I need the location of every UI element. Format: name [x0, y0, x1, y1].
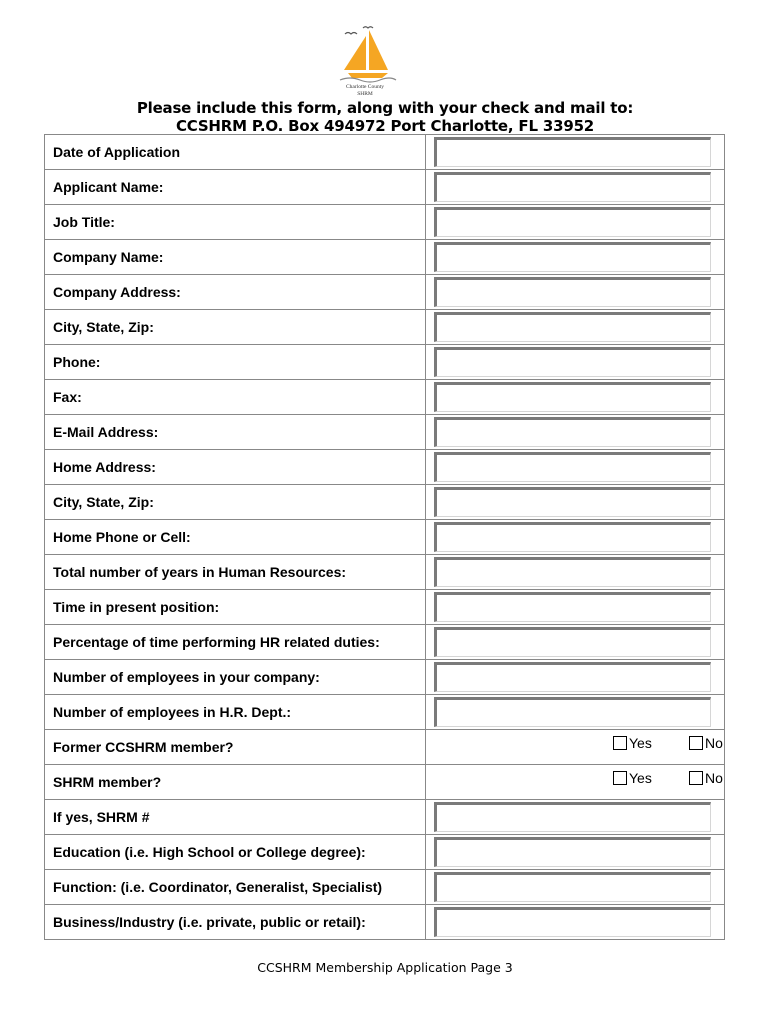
field-cell — [426, 135, 725, 170]
form-row — [45, 905, 725, 940]
field-label: Applicant Name: — [45, 170, 426, 205]
text-input-field[interactable] — [434, 242, 711, 272]
form-row — [45, 415, 725, 450]
field-cell — [426, 345, 725, 380]
text-input-field[interactable] — [434, 417, 711, 447]
application-form — [44, 134, 725, 940]
text-input-field[interactable] — [434, 312, 711, 342]
yes-option-label: Yes — [629, 735, 652, 751]
text-input-field[interactable] — [434, 697, 711, 727]
form-row — [45, 520, 725, 555]
form-row — [45, 695, 725, 730]
field-cell — [426, 870, 725, 905]
field-label: Phone: — [45, 345, 426, 380]
field-label: Company Address: — [45, 275, 426, 310]
form-row — [45, 660, 725, 695]
text-input-field[interactable] — [434, 347, 711, 377]
yes-option[interactable] — [613, 770, 652, 786]
no-checkbox[interactable] — [689, 736, 703, 750]
text-input-field[interactable] — [434, 627, 711, 657]
field-label: Job Title: — [45, 205, 426, 240]
field-cell — [426, 415, 725, 450]
mail-instructions-heading: Please include this form, along with your check and mail to: — [136, 99, 634, 117]
field-label: Time in present position: — [45, 590, 426, 625]
form-row — [45, 835, 725, 870]
text-input-field[interactable] — [434, 872, 711, 902]
field-label: Percentage of time performing HR related duties: — [45, 625, 426, 660]
field-cell — [426, 590, 725, 625]
field-cell — [426, 485, 725, 520]
text-input-field[interactable] — [434, 207, 711, 237]
text-input-field[interactable] — [434, 277, 711, 307]
form-row — [45, 765, 725, 800]
field-label: Company Name: — [45, 240, 426, 275]
form-row — [45, 730, 725, 765]
field-label: E-Mail Address: — [45, 415, 426, 450]
form-row — [45, 625, 725, 660]
field-label: Business/Industry (i.e. private, public or retail): — [45, 905, 426, 940]
form-row — [45, 170, 725, 205]
text-input-field[interactable] — [434, 487, 711, 517]
form-row — [45, 275, 725, 310]
field-label: Former CCSHRM member? — [45, 730, 426, 765]
field-label: City, State, Zip: — [45, 310, 426, 345]
form-row — [45, 135, 725, 170]
text-input-field[interactable] — [434, 452, 711, 482]
no-option[interactable] — [689, 735, 723, 751]
field-cell — [426, 765, 725, 800]
field-label: Total number of years in Human Resources: — [45, 555, 426, 590]
field-cell — [426, 800, 725, 835]
field-label: Fax: — [45, 380, 426, 415]
form-row — [45, 450, 725, 485]
yes-option-label: Yes — [629, 770, 652, 786]
field-cell — [426, 835, 725, 870]
field-cell — [426, 170, 725, 205]
field-label: Function: (i.e. Coordinator, Generalist, Specialist) — [45, 870, 426, 905]
field-cell — [426, 240, 725, 275]
field-label: If yes, SHRM # — [45, 800, 426, 835]
field-label: SHRM member? — [45, 765, 426, 800]
field-cell — [426, 625, 725, 660]
text-input-field[interactable] — [434, 837, 711, 867]
form-row — [45, 555, 725, 590]
text-input-field[interactable] — [434, 907, 711, 937]
field-cell — [426, 310, 725, 345]
form-row — [45, 345, 725, 380]
field-cell — [426, 520, 725, 555]
form-row — [45, 870, 725, 905]
page-footer: CCSHRM Membership Application Page 3 — [257, 960, 513, 975]
form-row — [45, 590, 725, 625]
field-cell — [426, 905, 725, 940]
text-input-field[interactable] — [434, 802, 711, 832]
form-row — [45, 380, 725, 415]
field-cell — [426, 450, 725, 485]
field-cell — [426, 695, 725, 730]
mail-address-heading: CCSHRM P.O. Box 494972 Port Charlotte, FL 33952 — [175, 117, 595, 135]
field-cell — [426, 380, 725, 415]
field-label: Number of employees in your company: — [45, 660, 426, 695]
field-label: Education (i.e. High School or College degree): — [45, 835, 426, 870]
form-row — [45, 485, 725, 520]
text-input-field[interactable] — [434, 382, 711, 412]
field-cell — [426, 275, 725, 310]
no-option-label: No — [705, 770, 723, 786]
field-label: Number of employees in H.R. Dept.: — [45, 695, 426, 730]
text-input-field[interactable] — [434, 137, 711, 167]
field-cell — [426, 555, 725, 590]
text-input-field[interactable] — [434, 522, 711, 552]
form-row — [45, 240, 725, 275]
form-row — [45, 310, 725, 345]
field-cell — [426, 660, 725, 695]
no-checkbox[interactable] — [689, 771, 703, 785]
yes-checkbox[interactable] — [613, 736, 627, 750]
field-label: Date of Application — [45, 135, 426, 170]
form-row — [45, 205, 725, 240]
logo-text-line1: Charlotte County — [345, 84, 385, 90]
no-option[interactable] — [689, 770, 723, 786]
ccshrm-logo — [330, 18, 400, 98]
logo-text-line2: SHRM — [357, 91, 373, 97]
text-input-field[interactable] — [434, 592, 711, 622]
field-label: City, State, Zip: — [45, 485, 426, 520]
yes-checkbox[interactable] — [613, 771, 627, 785]
form-row — [45, 800, 725, 835]
text-input-field[interactable] — [434, 172, 711, 202]
field-label: Home Phone or Cell: — [45, 520, 426, 555]
yes-option[interactable] — [613, 735, 652, 751]
field-label: Home Address: — [45, 450, 426, 485]
no-option-label: No — [705, 735, 723, 751]
field-cell — [426, 205, 725, 240]
field-cell — [426, 730, 725, 765]
text-input-field[interactable] — [434, 557, 711, 587]
text-input-field[interactable] — [434, 662, 711, 692]
